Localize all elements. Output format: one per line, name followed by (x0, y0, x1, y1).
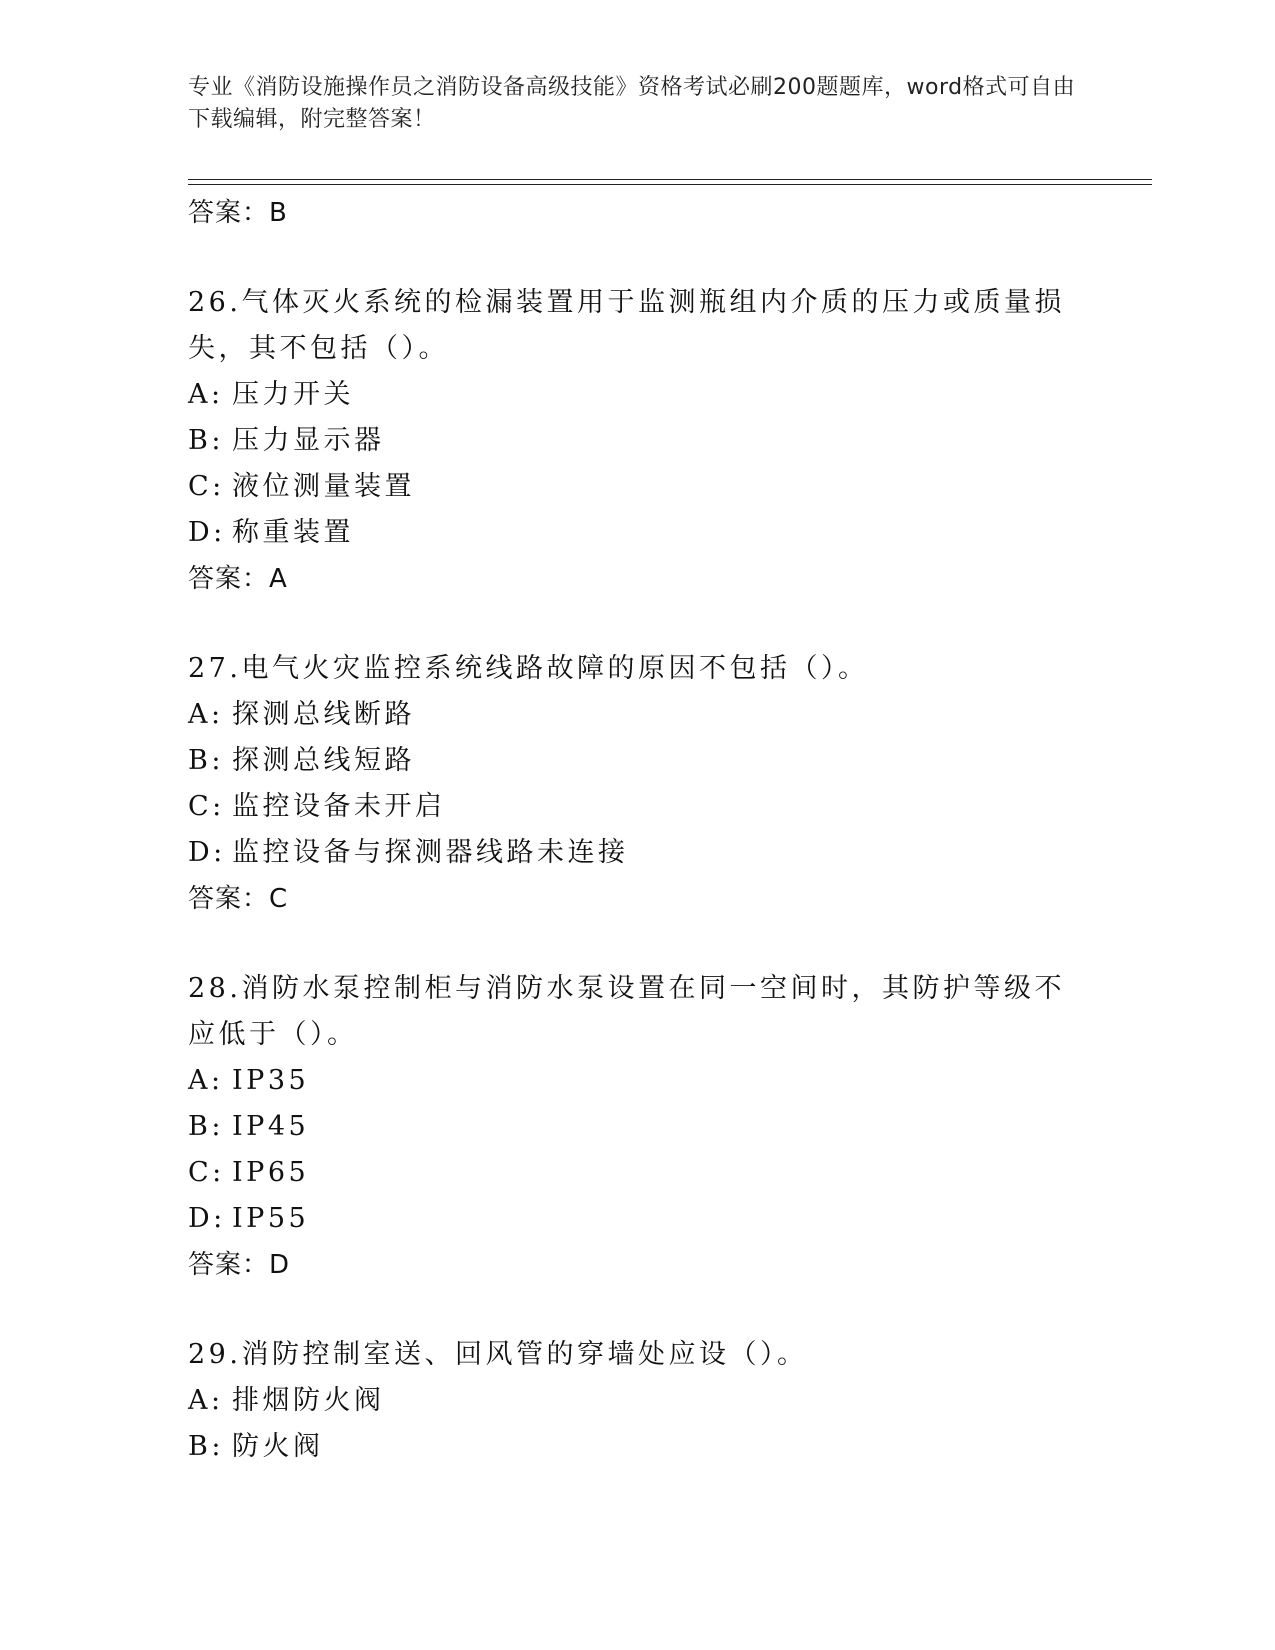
header-divider-top (188, 179, 1152, 180)
option-text: IP55 (232, 1203, 310, 1234)
header-divider-bottom (188, 184, 1152, 185)
option-letter: A: (188, 699, 224, 730)
question-text: 29.消防控制室送、回风管的穿墙处应设（）。 (188, 1339, 808, 1370)
option-text: 压力显示器 (232, 425, 385, 456)
question-list (188, 190, 1088, 1470)
answer: 答案：A (188, 564, 288, 594)
option-a (188, 1378, 1088, 1424)
option-letter: C: (188, 1157, 225, 1188)
option-letter: B: (188, 1431, 224, 1462)
option-letter: C: (188, 471, 225, 502)
option-d (188, 830, 1088, 876)
question-28 (188, 966, 1088, 1288)
option-c (188, 1150, 1088, 1196)
question-26 (188, 280, 1088, 602)
question-text: 28.消防水泵控制柜与消防水泵设置在同一空间时，其防护等级不应低于（）。 (188, 973, 1065, 1050)
option-d (188, 510, 1088, 556)
option-letter: D: (188, 517, 226, 548)
option-letter: B: (188, 425, 224, 456)
option-text: 探测总线短路 (232, 745, 415, 776)
option-text: IP65 (232, 1157, 310, 1188)
option-letter: A: (188, 1065, 224, 1096)
answer: 答案：C (188, 884, 289, 914)
option-letter: A: (188, 1385, 224, 1416)
option-d (188, 1196, 1088, 1242)
option-letter: C: (188, 791, 225, 822)
question-27 (188, 646, 1088, 922)
option-text: 探测总线断路 (232, 699, 415, 730)
document-header: 专业《消防设施操作员之消防设备高级技能》资格考试必刷200题题库，word格式可自由下载编辑，附完整答案！ (188, 75, 1076, 132)
option-text: IP35 (232, 1065, 310, 1096)
option-text: 防火阀 (232, 1431, 324, 1462)
question-text: 27.电气火灾监控系统线路故障的原因不包括（）。 (188, 653, 869, 684)
option-text: 监控设备未开启 (232, 791, 446, 822)
option-text: 监控设备与探测器线路未连接 (232, 837, 629, 868)
option-letter: B: (188, 1111, 224, 1142)
option-text: IP45 (232, 1111, 310, 1142)
option-text: 液位测量装置 (232, 471, 415, 502)
question-text: 26.气体灭火系统的检漏装置用于监测瓶组内介质的压力或质量损失，其不包括（）。 (188, 287, 1065, 364)
option-letter: D: (188, 837, 226, 868)
option-a (188, 692, 1088, 738)
option-a (188, 1058, 1088, 1104)
previous-answer: 答案：B (188, 198, 288, 228)
option-b (188, 418, 1088, 464)
option-letter: D: (188, 1203, 226, 1234)
question-29 (188, 1332, 1088, 1470)
option-letter: A: (188, 379, 224, 410)
option-c (188, 464, 1088, 510)
option-b (188, 1104, 1088, 1150)
option-c (188, 784, 1088, 830)
option-text: 排烟防火阀 (232, 1385, 385, 1416)
option-text: 称重装置 (232, 517, 354, 548)
option-letter: B: (188, 745, 224, 776)
answer: 答案：D (188, 1250, 291, 1280)
option-b (188, 1424, 1088, 1470)
option-text: 压力开关 (232, 379, 354, 410)
option-b (188, 738, 1088, 784)
option-a (188, 372, 1088, 418)
